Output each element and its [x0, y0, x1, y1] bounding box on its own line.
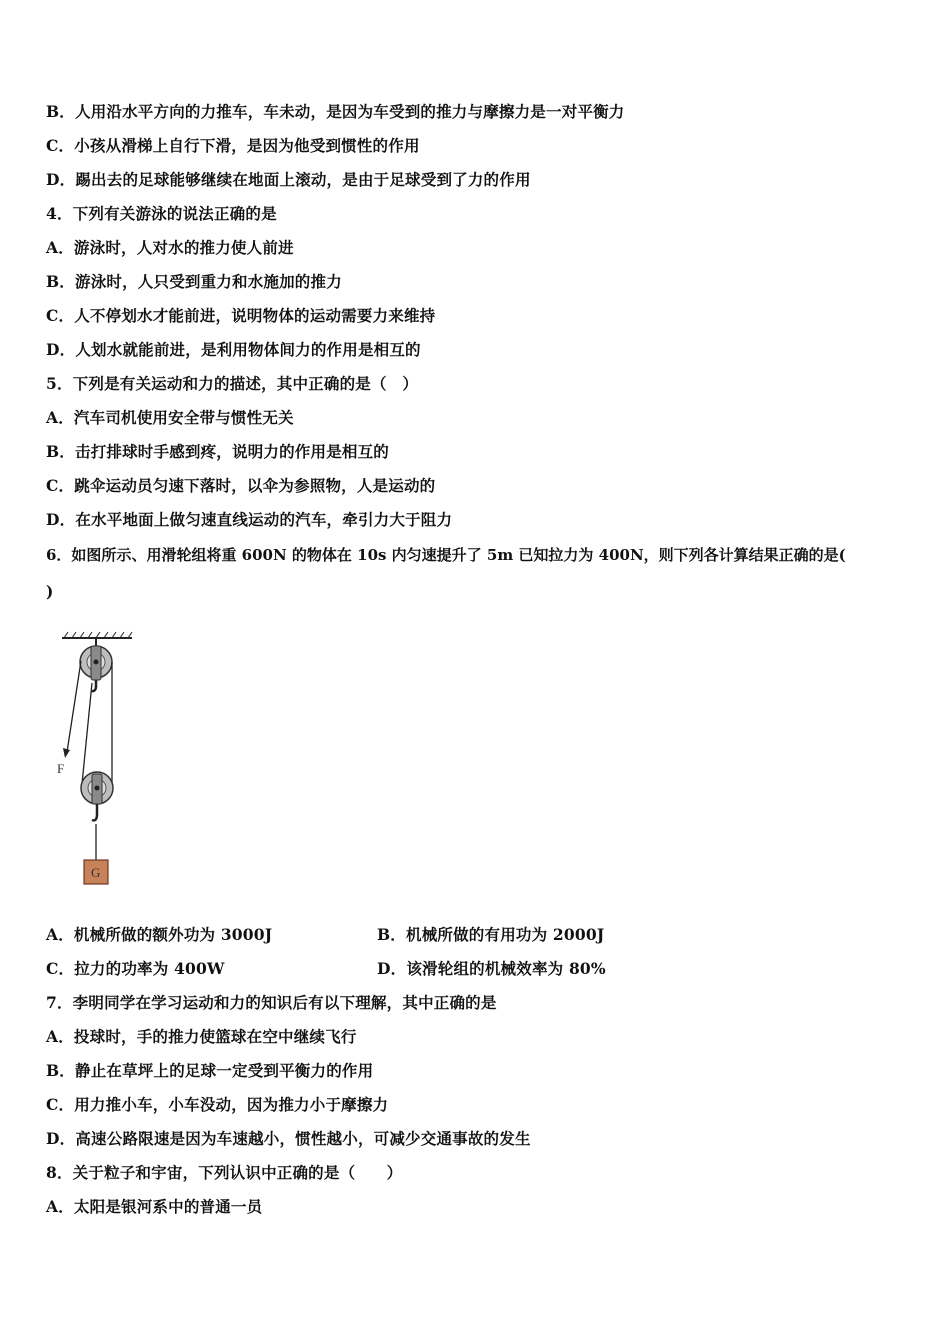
- force-arrow: [63, 748, 70, 758]
- q4-option-a: A．游泳时，人对水的推力使人前进: [46, 238, 294, 257]
- q4-option-b: B．游泳时，人只受到重力和水施加的推力: [46, 272, 342, 291]
- q7-option-a: A．投球时，手的推力使篮球在空中继续飞行: [46, 1027, 357, 1046]
- q7-option-d: D．高速公路限速是因为车速越小，惯性越小，可减少交通事故的发生: [46, 1129, 531, 1148]
- q5-option-b: B．击打排球时手感到疼，说明力的作用是相互的: [46, 442, 390, 461]
- q6-stem-line2: ): [46, 582, 54, 601]
- q3-option-d: D．踢出去的足球能够继续在地面上滚动，是由于足球受到了力的作用: [46, 170, 531, 189]
- q3-option-c: C．小孩从滑梯上自行下滑，是因为他受到惯性的作用: [46, 136, 420, 155]
- q6-option-b: B．机械所做的有用功为 2000J: [377, 925, 605, 944]
- q7-option-b: B．静止在草坪上的足球一定受到平衡力的作用: [46, 1061, 374, 1080]
- q6-stem-line1: 6．如图所示、用滑轮组将重 600N 的物体在 10s 内匀速提升了 5m 已知拉力为 400N，则下列各计算结果正确的是(: [46, 546, 846, 564]
- q5-option-d: D．在水平地面上做匀速直线运动的汽车，牵引力大于阻力: [46, 510, 453, 529]
- rope: [67, 661, 112, 860]
- q7-option-c: C．用力推小车，小车没动，因为推力小于摩擦力: [46, 1095, 389, 1114]
- movable-pulley: [81, 772, 113, 820]
- q4-option-c: C．人不停划水才能前进，说明物体的运动需要力来维持: [46, 306, 436, 325]
- weight-block: [84, 860, 108, 884]
- q8-stem: 8．关于粒子和宇宙，下列认识中正确的是（ ）: [46, 1163, 403, 1182]
- q5-option-c: C．跳伞运动员匀速下落时，以伞为参照物，人是运动的: [46, 476, 436, 495]
- q7-stem: 7．李明同学在学习运动和力的知识后有以下理解，其中正确的是: [46, 993, 497, 1012]
- force-label: F: [57, 761, 65, 776]
- q6-option-a: A．机械所做的额外功为 3000J: [46, 925, 273, 944]
- pulley-system-figure: [52, 628, 142, 890]
- q4-option-d: D．人划水就能前进，是利用物体间力的作用是相互的: [46, 340, 421, 359]
- q3-option-b: B．人用沿水平方向的力推车，车未动，是因为车受到的推力与摩擦力是一对平衡力: [46, 102, 625, 121]
- q4-stem: 4．下列有关游泳的说法正确的是: [46, 204, 277, 223]
- q5-stem: 5．下列是有关运动和力的描述，其中正确的是（ ）: [46, 374, 419, 393]
- q6-option-c: C．拉力的功率为 400W: [46, 959, 225, 978]
- weight-label: G: [91, 865, 101, 880]
- q6-option-d: D．该滑轮组的机械效率为 80%: [377, 959, 606, 978]
- fixed-pulley: [80, 646, 112, 691]
- q5-option-a: A．汽车司机使用安全带与惯性无关: [46, 408, 294, 427]
- q8-option-a: A．太阳是银河系中的普通一员: [46, 1197, 263, 1216]
